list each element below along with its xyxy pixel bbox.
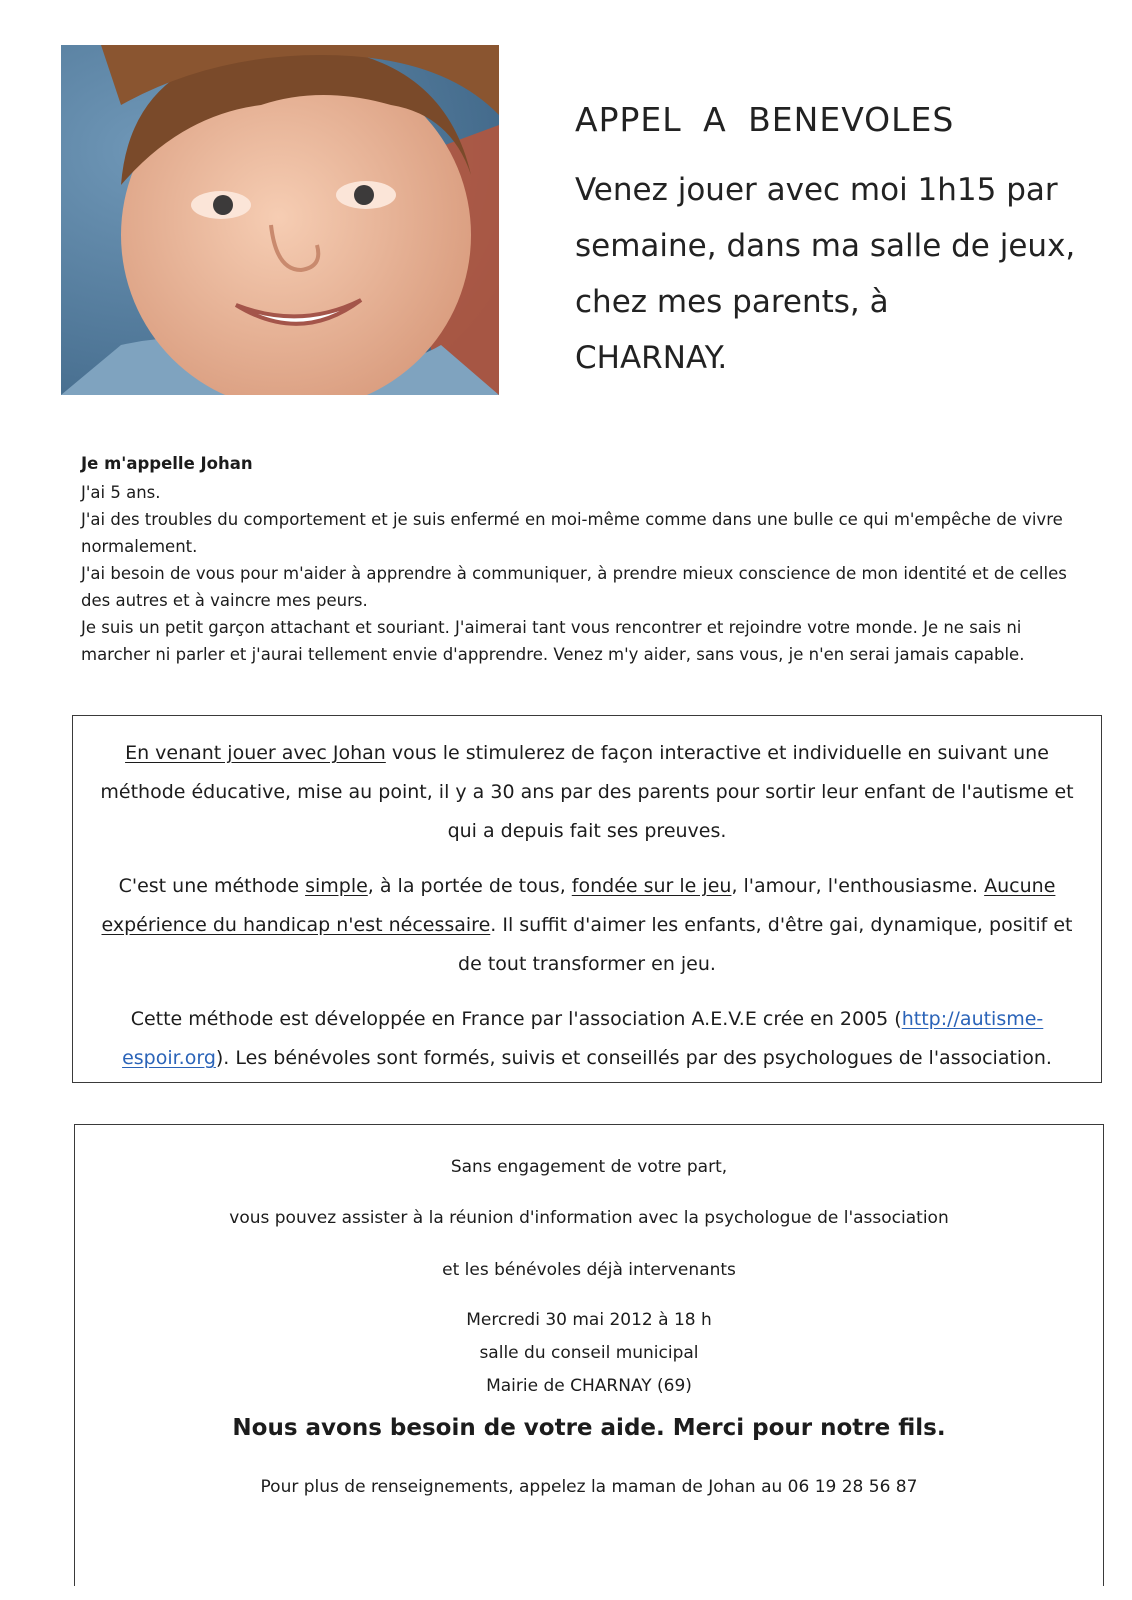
method-paragraph-1 [89,734,1085,851]
association-link[interactable]: http://autisme-espoir.org [122,1008,1044,1069]
intro-text [81,450,1081,668]
method-text: , l'amour, l'enthousiasme. [731,875,979,897]
method-text: vous le stimulerez de façon interactive et individuelle en suivant une méthode éducative, mise au point, il y a 30 ans par des parents pour sortir leur enfant de l'autisme et qui a depuis fait ses preuves. [100,742,1074,842]
underlined-phrase: fondée sur le jeu [571,875,732,897]
meeting-place: Mairie de CHARNAY (69) [486,1376,692,1396]
contact-text: Pour plus de renseignements, appelez la maman de Johan au 06 19 28 56 87 [260,1477,918,1497]
meeting-date: Mercredi 30 mai 2012 à 18 h [466,1310,712,1330]
method-paragraph-2 [89,867,1085,984]
intro-name: Je m'appelle Johan [81,454,253,473]
meeting-room: salle du conseil municipal [479,1343,699,1363]
underlined-phrase: simple [305,875,368,897]
method-text: , à la portée de tous, [367,875,572,897]
meeting-box [74,1124,1104,1586]
method-text: C'est une méthode [118,875,306,897]
meeting-line: Sans engagement de votre part, [450,1157,728,1177]
appeal-text: Nous avons besoin de votre aide. Merci pour notre fils. [232,1415,946,1441]
header [575,100,1115,386]
intro-paragraph: J'ai des troubles du comportement et je suis enfermé en moi-même comme dans une bulle ce qui m'empêche de vivre normalement. [81,510,1063,556]
child-photo [61,45,499,395]
page-title: APPEL A BENEVOLES [575,100,955,139]
meeting-line: et les bénévoles déjà intervenants [442,1260,736,1280]
intro-paragraph: Je suis un petit garçon attachant et souriant. J'aimerai tant vous rencontrer et rejoindre votre monde. Je ne sais ni marcher ni parler et j'aurai tellement envie d'apprendre. Venez m'y aider, sans vous, je n'en serai jamais capable. [81,618,1025,664]
subtitle-line: Venez jouer avec moi 1h15 par [575,171,1058,208]
subtitle-line: chez mes parents, à [575,283,889,320]
method-text: ). Les bénévoles sont formés, suivis et conseillés par des psychologues de l'association. [215,1047,1052,1069]
subtitle-line: semaine, dans ma salle de jeux, [575,227,1076,264]
child-portrait-icon [61,45,499,395]
method-text: Cette méthode est développée en France par l'association A.E.V.E crée en 2005 ( [130,1008,902,1030]
method-text: . Il suffit d'aimer les enfants, d'être gai, dynamique, positif et de tout transformer en jeu. [458,914,1073,975]
meeting-line: vous pouvez assister à la réunion d'information avec la psychologue de l'association [229,1208,949,1228]
intro-paragraph: J'ai besoin de vous pour m'aider à apprendre à communiquer, à prendre mieux conscience de mon identité et de celles des autres et à vaincre mes peurs. [81,564,1067,610]
subtitle-line: CHARNAY. [575,339,728,376]
underlined-phrase: Aucune expérience du handicap n'est nécessaire [101,875,1056,936]
method-box [72,715,1102,1083]
underlined-phrase: En venant jouer avec Johan [125,742,386,764]
method-paragraph-3 [89,1000,1085,1078]
intro-age: J'ai 5 ans. [81,483,161,502]
